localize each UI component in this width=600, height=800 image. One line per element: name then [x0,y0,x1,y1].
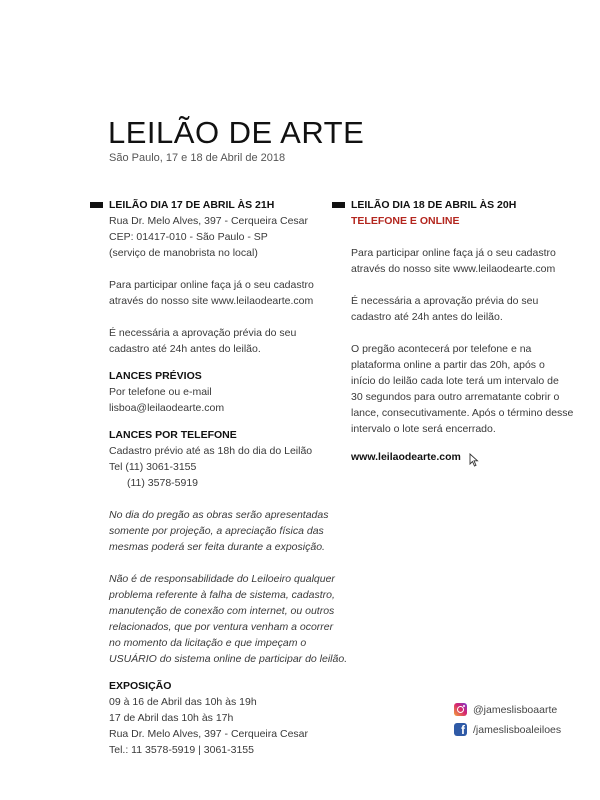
address-line: Rua Dr. Melo Alves, 397 - Cerqueira Cesar [109,215,309,227]
left-column [109,197,348,758]
disclaimer-line: no momento da licitação e que impeçam o [109,637,307,649]
section-heading-april-18: LEILÃO DIA 18 DE ABRIL ÀS 20H [351,197,583,213]
page-title: LEILÃO DE ARTE [108,115,365,150]
mouse-cursor-icon [469,453,479,467]
exposicao-line: Tel.: 11 3578-5919 | 3061-3155 [109,744,254,756]
pregao-line: plataforma online a partir das 20h, após o [351,359,545,371]
instagram-icon [454,703,467,716]
heading-bar-marker [332,202,345,208]
heading-bar-marker [90,202,103,208]
online-info-line: através do nosso site www.leilaodearte.com [351,263,556,275]
right-column [351,197,583,465]
projection-note-line: mesmas poderá ser feita durante a exposição. [109,541,325,553]
exposicao-line: 17 de Abril das 10h às 17h [109,712,234,724]
address-line: CEP: 01417-010 - São Paulo - SP [109,231,268,243]
lances-previos-email: lisboa@leilaodearte.com [109,402,225,414]
projection-note-line: somente por projeção, a apreciação física das [109,525,324,537]
pregao-line: início do leilão cada lote terá um intervalo de [351,375,559,387]
disclaimer-line: problema referente à falha de sistema, cadastro, [109,589,335,601]
approval-line: cadastro até 24h antes do leilão. [109,343,261,355]
phone-number: (11) 3578-5919 [127,477,199,489]
pregao-line: intervalo o lote será encerrado. [351,423,496,435]
section-heading-april-17: LEILÃO DIA 17 DE ABRIL ÀS 21H [109,197,345,213]
lances-previos-line: Por telefone ou e-mail [109,386,212,398]
disclaimer-line: USUÁRIO do sistema online de participar do leilão. [109,653,348,665]
page-subtitle: São Paulo, 17 e 18 de Abril de 2018 [109,152,286,164]
approval-line: É necessária a aprovação prévia do seu [351,295,539,307]
pregao-line: lance, consecutivamente. Após o término desse [351,407,574,419]
disclaimer-line: manutenção de conexão com internet, ou outros [109,605,335,617]
exposicao-line: 09 à 16 de Abril das 10h às 19h [109,696,257,708]
facebook-handle[interactable]: f /jameslisboaleiloes [454,723,561,736]
telefone-online-subheading: TELEFONE E ONLINE [351,215,460,227]
exposicao-line: Rua Dr. Melo Alves, 397 - Cerqueira Cesar [109,728,309,740]
lances-telefone-title: LANCES POR TELEFONE [109,429,237,441]
projection-note-line: No dia do pregão as obras serão apresentadas [109,509,329,521]
pregao-line: O pregão acontecerá por telefone e na [351,343,532,355]
online-info-line: através do nosso site www.leilaodearte.com [109,295,314,307]
facebook-icon: f [454,723,467,736]
disclaimer-line: relacionados, que por ventura venham a ocorrer [109,621,334,633]
online-info-line: Para participar online faça já o seu cadastro [351,247,556,259]
address-line: (serviço de manobrista no local) [109,247,258,259]
approval-line: cadastro até 24h antes do leilão. [351,311,503,323]
phone-number: Tel (11) 3061-3155 [109,461,197,473]
site-link[interactable]: www.leilaodearte.com [351,449,461,465]
lances-previos-title: LANCES PRÉVIOS [109,370,202,382]
instagram-handle[interactable]: @jameslisboaarte [454,703,557,716]
pregao-line: 30 segundos para outro arrematante cobrir o [351,391,560,403]
approval-line: É necessária a aprovação prévia do seu [109,327,297,339]
exposicao-title: EXPOSIÇÃO [109,680,172,692]
lances-telefone-line: Cadastro prévio até as 18h do dia do Leilão [109,445,313,457]
online-info-line: Para participar online faça já o seu cadastro [109,279,314,291]
disclaimer-line: Não é de responsabilidade do Leiloeiro qualquer [109,573,335,585]
